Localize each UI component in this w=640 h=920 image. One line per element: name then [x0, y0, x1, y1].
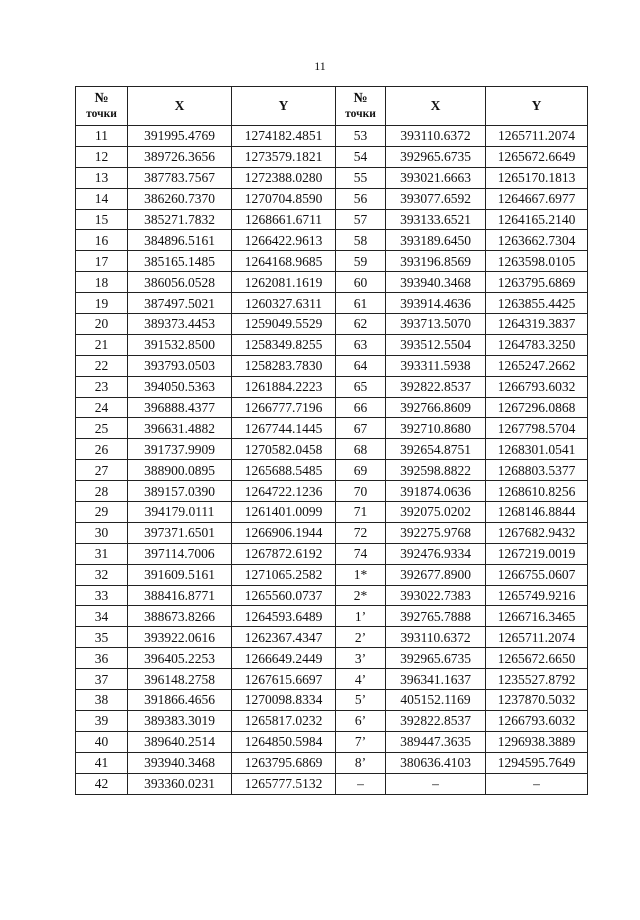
x-coordinate-cell: 393360.0231 [128, 773, 232, 794]
y-coordinate-cell: 1263662.7304 [486, 230, 588, 251]
table-row [76, 376, 588, 397]
x-coordinate-cell: 393077.6592 [386, 188, 486, 209]
point-number-cell: 28 [76, 481, 128, 502]
y-coordinate-cell: 1266793.6032 [486, 710, 588, 731]
table-row [76, 585, 588, 606]
x-coordinate-cell: 396631.4882 [128, 418, 232, 439]
x-coordinate-cell: 391609.5161 [128, 564, 232, 585]
header-point-number-left [76, 87, 128, 126]
point-number-cell: 30 [76, 522, 128, 543]
x-coordinate-cell: 385271.7832 [128, 209, 232, 230]
table-row [76, 355, 588, 376]
point-number-cell: 55 [336, 167, 386, 188]
point-number-cell: 53 [336, 126, 386, 147]
point-number-cell: 42 [76, 773, 128, 794]
x-coordinate-cell: 392598.8822 [386, 460, 486, 481]
y-coordinate-cell: 1267744.1445 [232, 418, 336, 439]
point-number-cell: 5’ [336, 690, 386, 711]
point-number-cell: 20 [76, 314, 128, 335]
x-coordinate-cell: 388673.8266 [128, 606, 232, 627]
y-coordinate-cell: 1264168.9685 [232, 251, 336, 272]
x-coordinate-cell: 391532.8500 [128, 334, 232, 355]
point-number-cell: 65 [336, 376, 386, 397]
point-number-cell: 3’ [336, 648, 386, 669]
y-coordinate-cell: 1265672.6650 [486, 648, 588, 669]
point-number-cell: 70 [336, 481, 386, 502]
point-number-cell: 23 [76, 376, 128, 397]
point-number-cell: 72 [336, 522, 386, 543]
point-number-cell: 2’ [336, 627, 386, 648]
y-coordinate-cell: 1265817.0232 [232, 710, 336, 731]
table-row [76, 627, 588, 648]
x-coordinate-cell: 380636.4103 [386, 752, 486, 773]
x-coordinate-cell: 392677.8900 [386, 564, 486, 585]
x-coordinate-cell: 393022.7383 [386, 585, 486, 606]
x-coordinate-cell: 392275.9768 [386, 522, 486, 543]
y-coordinate-cell: 1264722.1236 [232, 481, 336, 502]
table-row [76, 334, 588, 355]
table-row [76, 648, 588, 669]
point-number-cell: 22 [76, 355, 128, 376]
y-coordinate-cell: 1267219.0019 [486, 543, 588, 564]
point-number-cell: 66 [336, 397, 386, 418]
x-coordinate-cell: 392965.6735 [386, 648, 486, 669]
y-coordinate-cell: 1270704.8590 [232, 188, 336, 209]
x-coordinate-cell: 389447.3635 [386, 731, 486, 752]
point-number-cell: 32 [76, 564, 128, 585]
y-coordinate-cell: 1260327.6311 [232, 293, 336, 314]
point-number-cell: 24 [76, 397, 128, 418]
y-coordinate-cell: 1264667.6977 [486, 188, 588, 209]
point-number-cell: 7’ [336, 731, 386, 752]
y-coordinate-cell: 1266649.2449 [232, 648, 336, 669]
y-coordinate-cell: 1258349.8255 [232, 334, 336, 355]
point-number-cell: 71 [336, 502, 386, 523]
y-coordinate-cell: 1274182.4851 [232, 126, 336, 147]
x-coordinate-cell: 392822.8537 [386, 376, 486, 397]
x-coordinate-cell: 392765.7888 [386, 606, 486, 627]
y-coordinate-cell: 1262367.4347 [232, 627, 336, 648]
point-number-cell: 4’ [336, 669, 386, 690]
point-number-cell: 12 [76, 146, 128, 167]
x-coordinate-cell: 392476.9334 [386, 543, 486, 564]
x-coordinate-cell: 386056.0528 [128, 272, 232, 293]
point-number-cell: 35 [76, 627, 128, 648]
table-row [76, 230, 588, 251]
table-row [76, 397, 588, 418]
y-coordinate-cell: 1271065.2582 [232, 564, 336, 585]
table-header-row [76, 87, 588, 126]
table-row [76, 522, 588, 543]
coordinates-table [75, 86, 588, 795]
y-coordinate-cell: – [486, 773, 588, 794]
table-row [76, 710, 588, 731]
x-coordinate-cell: 388900.0895 [128, 460, 232, 481]
y-coordinate-cell: 1263598.0105 [486, 251, 588, 272]
y-coordinate-cell: 1266755.0607 [486, 564, 588, 585]
header-y-right: Y [486, 87, 588, 126]
table-row [76, 293, 588, 314]
x-coordinate-cell: 393021.6663 [386, 167, 486, 188]
point-number-cell: 57 [336, 209, 386, 230]
y-coordinate-cell: 1267615.6697 [232, 669, 336, 690]
x-coordinate-cell: 392654.8751 [386, 439, 486, 460]
table-row [76, 126, 588, 147]
y-coordinate-cell: 1265688.5485 [232, 460, 336, 481]
y-coordinate-cell: 1268610.8256 [486, 481, 588, 502]
header-x-right: X [386, 87, 486, 126]
point-number-cell: 19 [76, 293, 128, 314]
y-coordinate-cell: 1270098.8334 [232, 690, 336, 711]
x-coordinate-cell: 393940.3468 [128, 752, 232, 773]
table-row [76, 481, 588, 502]
point-number-cell: 33 [76, 585, 128, 606]
y-coordinate-cell: 1261884.2223 [232, 376, 336, 397]
x-coordinate-cell: 386260.7370 [128, 188, 232, 209]
y-coordinate-cell: 1266777.7196 [232, 397, 336, 418]
y-coordinate-cell: 1265247.2662 [486, 355, 588, 376]
table-row [76, 543, 588, 564]
table-row [76, 731, 588, 752]
table-body [76, 126, 588, 795]
y-coordinate-cell: 1263795.6869 [486, 272, 588, 293]
x-coordinate-cell: 396888.4377 [128, 397, 232, 418]
y-coordinate-cell: 1264850.5984 [232, 731, 336, 752]
header-num-sign: № [94, 90, 109, 106]
x-coordinate-cell: 393110.6372 [386, 627, 486, 648]
point-number-cell: – [336, 773, 386, 794]
point-number-cell: 69 [336, 460, 386, 481]
y-coordinate-cell: 1266422.9613 [232, 230, 336, 251]
x-coordinate-cell: 393940.3468 [386, 272, 486, 293]
table-row [76, 418, 588, 439]
x-coordinate-cell: – [386, 773, 486, 794]
x-coordinate-cell: 391995.4769 [128, 126, 232, 147]
x-coordinate-cell: 391737.9909 [128, 439, 232, 460]
point-number-cell: 25 [76, 418, 128, 439]
header-point-number-right [336, 87, 386, 126]
x-coordinate-cell: 393512.5504 [386, 334, 486, 355]
point-number-cell: 68 [336, 439, 386, 460]
point-number-cell: 13 [76, 167, 128, 188]
x-coordinate-cell: 387497.5021 [128, 293, 232, 314]
point-number-cell: 56 [336, 188, 386, 209]
point-number-cell: 62 [336, 314, 386, 335]
y-coordinate-cell: 1267682.9432 [486, 522, 588, 543]
x-coordinate-cell: 389373.4453 [128, 314, 232, 335]
point-number-cell: 1’ [336, 606, 386, 627]
y-coordinate-cell: 1235527.8792 [486, 669, 588, 690]
table-row [76, 669, 588, 690]
y-coordinate-cell: 1272388.0280 [232, 167, 336, 188]
point-number-cell: 40 [76, 731, 128, 752]
x-coordinate-cell: 397114.7006 [128, 543, 232, 564]
x-coordinate-cell: 394050.5363 [128, 376, 232, 397]
point-number-cell: 6’ [336, 710, 386, 731]
y-coordinate-cell: 1264319.3837 [486, 314, 588, 335]
table-row [76, 251, 588, 272]
point-number-cell: 21 [76, 334, 128, 355]
table-row [76, 773, 588, 794]
table-row [76, 564, 588, 585]
x-coordinate-cell: 397371.6501 [128, 522, 232, 543]
y-coordinate-cell: 1268803.5377 [486, 460, 588, 481]
y-coordinate-cell: 1267872.6192 [232, 543, 336, 564]
table-row [76, 439, 588, 460]
y-coordinate-cell: 1265711.2074 [486, 627, 588, 648]
table-row [76, 752, 588, 773]
x-coordinate-cell: 393793.0503 [128, 355, 232, 376]
y-coordinate-cell: 1267798.5704 [486, 418, 588, 439]
x-coordinate-cell: 389640.2514 [128, 731, 232, 752]
point-number-cell: 17 [76, 251, 128, 272]
x-coordinate-cell: 384896.5161 [128, 230, 232, 251]
y-coordinate-cell: 1262081.1619 [232, 272, 336, 293]
point-number-cell: 58 [336, 230, 386, 251]
x-coordinate-cell: 389383.3019 [128, 710, 232, 731]
y-coordinate-cell: 1264593.6489 [232, 606, 336, 627]
x-coordinate-cell: 389726.3656 [128, 146, 232, 167]
x-coordinate-cell: 396341.1637 [386, 669, 486, 690]
point-number-cell: 18 [76, 272, 128, 293]
page-number: 11 [314, 59, 326, 73]
point-number-cell: 41 [76, 752, 128, 773]
x-coordinate-cell: 396405.2253 [128, 648, 232, 669]
x-coordinate-cell: 392710.8680 [386, 418, 486, 439]
x-coordinate-cell: 393311.5938 [386, 355, 486, 376]
table-row [76, 209, 588, 230]
point-number-cell: 61 [336, 293, 386, 314]
y-coordinate-cell: 1265560.0737 [232, 585, 336, 606]
x-coordinate-cell: 387783.7567 [128, 167, 232, 188]
point-number-cell: 54 [336, 146, 386, 167]
y-coordinate-cell: 1268301.0541 [486, 439, 588, 460]
y-coordinate-cell: 1266716.3465 [486, 606, 588, 627]
point-number-cell: 8’ [336, 752, 386, 773]
x-coordinate-cell: 388416.8771 [128, 585, 232, 606]
y-coordinate-cell: 1237870.5032 [486, 690, 588, 711]
y-coordinate-cell: 1264165.2140 [486, 209, 588, 230]
y-coordinate-cell: 1265672.6649 [486, 146, 588, 167]
point-number-cell: 36 [76, 648, 128, 669]
x-coordinate-cell: 392766.8609 [386, 397, 486, 418]
table-row [76, 502, 588, 523]
x-coordinate-cell: 392965.6735 [386, 146, 486, 167]
point-number-cell: 31 [76, 543, 128, 564]
y-coordinate-cell: 1267296.0868 [486, 397, 588, 418]
header-x-left: X [128, 87, 232, 126]
y-coordinate-cell: 1264783.3250 [486, 334, 588, 355]
header-y-left: Y [232, 87, 336, 126]
point-number-cell: 29 [76, 502, 128, 523]
y-coordinate-cell: 1258283.7830 [232, 355, 336, 376]
x-coordinate-cell: 385165.1485 [128, 251, 232, 272]
point-number-cell: 63 [336, 334, 386, 355]
y-coordinate-cell: 1265777.5132 [232, 773, 336, 794]
point-number-cell: 27 [76, 460, 128, 481]
y-coordinate-cell: 1263795.6869 [232, 752, 336, 773]
x-coordinate-cell: 391866.4656 [128, 690, 232, 711]
table-row [76, 690, 588, 711]
y-coordinate-cell: 1259049.5529 [232, 314, 336, 335]
x-coordinate-cell: 393133.6521 [386, 209, 486, 230]
x-coordinate-cell: 389157.0390 [128, 481, 232, 502]
y-coordinate-cell: 1263855.4425 [486, 293, 588, 314]
y-coordinate-cell: 1261401.0099 [232, 502, 336, 523]
table-row [76, 272, 588, 293]
point-number-cell: 2* [336, 585, 386, 606]
table-row [76, 460, 588, 481]
point-number-cell: 15 [76, 209, 128, 230]
point-number-cell: 39 [76, 710, 128, 731]
y-coordinate-cell: 1266793.6032 [486, 376, 588, 397]
y-coordinate-cell: 1296938.3889 [486, 731, 588, 752]
y-coordinate-cell: 1268146.8844 [486, 502, 588, 523]
y-coordinate-cell: 1265749.9216 [486, 585, 588, 606]
y-coordinate-cell: 1270582.0458 [232, 439, 336, 460]
point-number-cell: 64 [336, 355, 386, 376]
x-coordinate-cell: 393196.8569 [386, 251, 486, 272]
point-number-cell: 1* [336, 564, 386, 585]
x-coordinate-cell: 394179.0111 [128, 502, 232, 523]
x-coordinate-cell: 393189.6450 [386, 230, 486, 251]
y-coordinate-cell: 1294595.7649 [486, 752, 588, 773]
point-number-cell: 11 [76, 126, 128, 147]
point-number-cell: 59 [336, 251, 386, 272]
point-number-cell: 16 [76, 230, 128, 251]
point-number-cell: 38 [76, 690, 128, 711]
point-number-cell: 14 [76, 188, 128, 209]
x-coordinate-cell: 393914.4636 [386, 293, 486, 314]
y-coordinate-cell: 1268661.6711 [232, 209, 336, 230]
point-number-cell: 60 [336, 272, 386, 293]
x-coordinate-cell: 391874.0636 [386, 481, 486, 502]
header-num-sub: точки [345, 107, 376, 120]
y-coordinate-cell: 1266906.1944 [232, 522, 336, 543]
y-coordinate-cell: 1273579.1821 [232, 146, 336, 167]
y-coordinate-cell: 1265711.2074 [486, 126, 588, 147]
point-number-cell: 34 [76, 606, 128, 627]
header-num-sign: № [353, 90, 368, 106]
table-row [76, 314, 588, 335]
point-number-cell: 74 [336, 543, 386, 564]
table-row [76, 188, 588, 209]
table-row [76, 167, 588, 188]
header-num-sub: точки [86, 107, 117, 120]
x-coordinate-cell: 393922.0616 [128, 627, 232, 648]
y-coordinate-cell: 1265170.1813 [486, 167, 588, 188]
table-row [76, 606, 588, 627]
point-number-cell: 37 [76, 669, 128, 690]
x-coordinate-cell: 392822.8537 [386, 710, 486, 731]
x-coordinate-cell: 396148.2758 [128, 669, 232, 690]
x-coordinate-cell: 393713.5070 [386, 314, 486, 335]
x-coordinate-cell: 393110.6372 [386, 126, 486, 147]
table-row [76, 146, 588, 167]
point-number-cell: 26 [76, 439, 128, 460]
point-number-cell: 67 [336, 418, 386, 439]
x-coordinate-cell: 405152.1169 [386, 690, 486, 711]
x-coordinate-cell: 392075.0202 [386, 502, 486, 523]
